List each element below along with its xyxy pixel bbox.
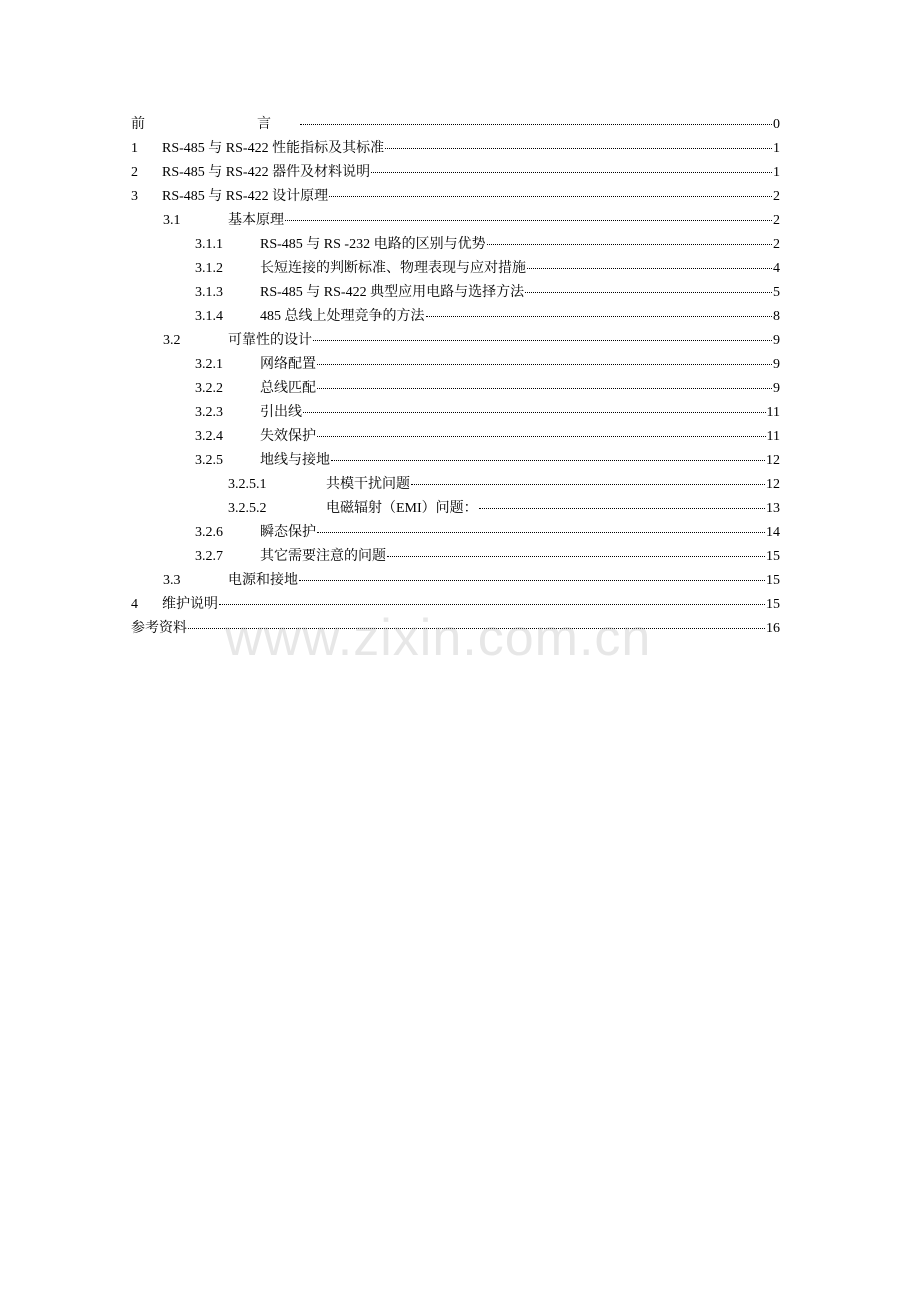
toc-entry-number: 3.1.4	[195, 309, 223, 324]
toc-entry-page: 2	[773, 189, 780, 204]
toc-entry-page: 2	[773, 237, 780, 252]
toc-dot-leader	[426, 315, 773, 317]
toc-entry-page: 11	[766, 405, 780, 420]
toc-entry[interactable]	[131, 113, 780, 137]
toc-entry-title: RS-485 与 RS-422 典型应用电路与选择方法	[260, 285, 525, 300]
toc-entry[interactable]	[131, 569, 780, 593]
toc-entry-title: 共模干扰问题	[326, 477, 410, 492]
toc-entry-number: 3	[131, 189, 138, 204]
toc-entry-page: 15	[766, 549, 780, 564]
toc-entry-number: 3.2.4	[195, 429, 223, 444]
toc-entry-title: 长短连接的判断标准、物理表现与应对措施	[260, 261, 526, 276]
toc-entry-page: 5	[773, 285, 780, 300]
toc-entry-number: 3.1.1	[195, 237, 223, 252]
toc-entry-number: 1	[131, 141, 138, 156]
toc-entry-number: 3.2.3	[195, 405, 223, 420]
toc-entry-title: 可靠性的设计	[228, 333, 312, 348]
toc-dot-leader	[188, 627, 765, 629]
toc-dot-leader	[300, 123, 772, 125]
toc-entry[interactable]	[131, 617, 780, 641]
toc-dot-leader	[285, 219, 772, 221]
toc-entry[interactable]	[131, 329, 780, 353]
toc-dot-leader	[317, 387, 772, 389]
toc-entry-page: 2	[773, 213, 780, 228]
toc-entry-page: 1	[773, 165, 780, 180]
toc-entry-title: 网络配置	[260, 357, 316, 372]
toc-entry-title: RS-485 与 RS-422 设计原理	[162, 189, 329, 204]
toc-entry[interactable]	[131, 185, 780, 209]
toc-dot-leader	[411, 483, 765, 485]
toc-dot-leader	[317, 363, 772, 365]
toc-entry-number: 3.2.5	[195, 453, 223, 468]
toc-entry[interactable]	[131, 257, 780, 281]
toc-dot-leader	[317, 435, 766, 437]
toc-entry[interactable]	[131, 425, 780, 449]
toc-entry[interactable]	[131, 161, 780, 185]
toc-entry-number: 3.2.5.2	[228, 501, 267, 516]
toc-entry-number: 3.2.5.1	[228, 477, 267, 492]
toc-entry-number: 2	[131, 165, 138, 180]
toc-dot-leader	[313, 339, 772, 341]
toc-entry-page: 8	[773, 309, 780, 324]
toc-entry-title: 前 言	[131, 117, 299, 132]
toc-entry-number: 3.1.2	[195, 261, 223, 276]
toc-dot-leader	[385, 147, 772, 149]
toc-entry-number: 3.2	[163, 333, 181, 348]
watermark: www.zixin.com.cn	[225, 609, 652, 667]
toc-entry-title: RS-485 与 RS-422 器件及材料说明	[162, 165, 371, 180]
toc-dot-leader	[371, 171, 772, 173]
toc-entry[interactable]	[131, 281, 780, 305]
toc-entry-page: 9	[773, 381, 780, 396]
toc-entry-title: 其它需要注意的问题	[260, 549, 386, 564]
toc-entry-page: 4	[773, 261, 780, 276]
toc-entry-page: 15	[766, 573, 780, 588]
toc-entry[interactable]	[131, 473, 780, 497]
toc-dot-leader	[303, 411, 766, 413]
toc-entry-number: 3.3	[163, 573, 181, 588]
toc-entry-title: RS-485 与 RS-422 性能指标及其标准	[162, 141, 385, 156]
toc-entry-page: 9	[773, 357, 780, 372]
toc-entry[interactable]	[131, 233, 780, 257]
toc-dot-leader	[387, 555, 765, 557]
toc-entry-title: 引出线	[260, 405, 302, 420]
toc-entry[interactable]	[131, 401, 780, 425]
toc-entry[interactable]	[131, 209, 780, 233]
toc-entry[interactable]	[131, 305, 780, 329]
toc-entry-page: 14	[766, 525, 780, 540]
toc-dot-leader	[299, 579, 765, 581]
toc-entry-title: 参考资料	[131, 621, 187, 636]
toc-dot-leader	[525, 291, 772, 293]
toc-entry-number: 4	[131, 597, 138, 612]
toc-entry-title: 失效保护	[260, 429, 316, 444]
toc-entry[interactable]	[131, 377, 780, 401]
toc-entry-page: 1	[773, 141, 780, 156]
toc-entry-page: 0	[773, 117, 780, 132]
toc-entry-page: 13	[766, 501, 780, 516]
toc-entry-title: 电磁辐射（EMI）问题：	[326, 501, 478, 516]
toc-entry-page: 16	[766, 621, 780, 636]
toc-entry-title: 485 总线上处理竞争的方法	[260, 309, 425, 324]
toc-entry[interactable]	[131, 353, 780, 377]
toc-entry-title: 维护说明	[162, 597, 218, 612]
toc-entry-number: 3.1	[163, 213, 181, 228]
toc-entry-number: 3.2.7	[195, 549, 223, 564]
toc-entry-number: 3.2.2	[195, 381, 223, 396]
toc-dot-leader	[329, 195, 772, 197]
toc-entry-page: 15	[766, 597, 780, 612]
toc-dot-leader	[527, 267, 772, 269]
toc-dot-leader	[219, 603, 765, 605]
toc-entry-title: 总线匹配	[260, 381, 316, 396]
toc-entry-page: 9	[773, 333, 780, 348]
toc-entry[interactable]	[131, 449, 780, 473]
toc-entry[interactable]	[131, 545, 780, 569]
toc-entry-title: 基本原理	[228, 213, 284, 228]
toc-dot-leader	[479, 507, 765, 509]
toc-entry-title: 瞬态保护	[260, 525, 316, 540]
toc-entry-number: 3.2.1	[195, 357, 223, 372]
toc-entry-title: 地线与接地	[260, 453, 330, 468]
toc-entry-number: 3.1.3	[195, 285, 223, 300]
toc-entry-title: 电源和接地	[228, 573, 298, 588]
toc-dot-leader	[487, 243, 772, 245]
toc-entry-number: 3.2.6	[195, 525, 223, 540]
toc-entry[interactable]	[131, 497, 780, 521]
toc-dot-leader	[317, 531, 765, 533]
toc-dot-leader	[331, 459, 765, 461]
toc-entry-title: RS-485 与 RS -232 电路的区别与优势	[260, 237, 486, 252]
toc-entry-page: 12	[766, 477, 780, 492]
toc-entry[interactable]	[131, 593, 780, 617]
toc-entry[interactable]	[131, 521, 780, 545]
toc-entry-page: 12	[766, 453, 780, 468]
table-of-contents	[131, 113, 780, 641]
toc-entry-page: 11	[766, 429, 780, 444]
toc-entry[interactable]	[131, 137, 780, 161]
